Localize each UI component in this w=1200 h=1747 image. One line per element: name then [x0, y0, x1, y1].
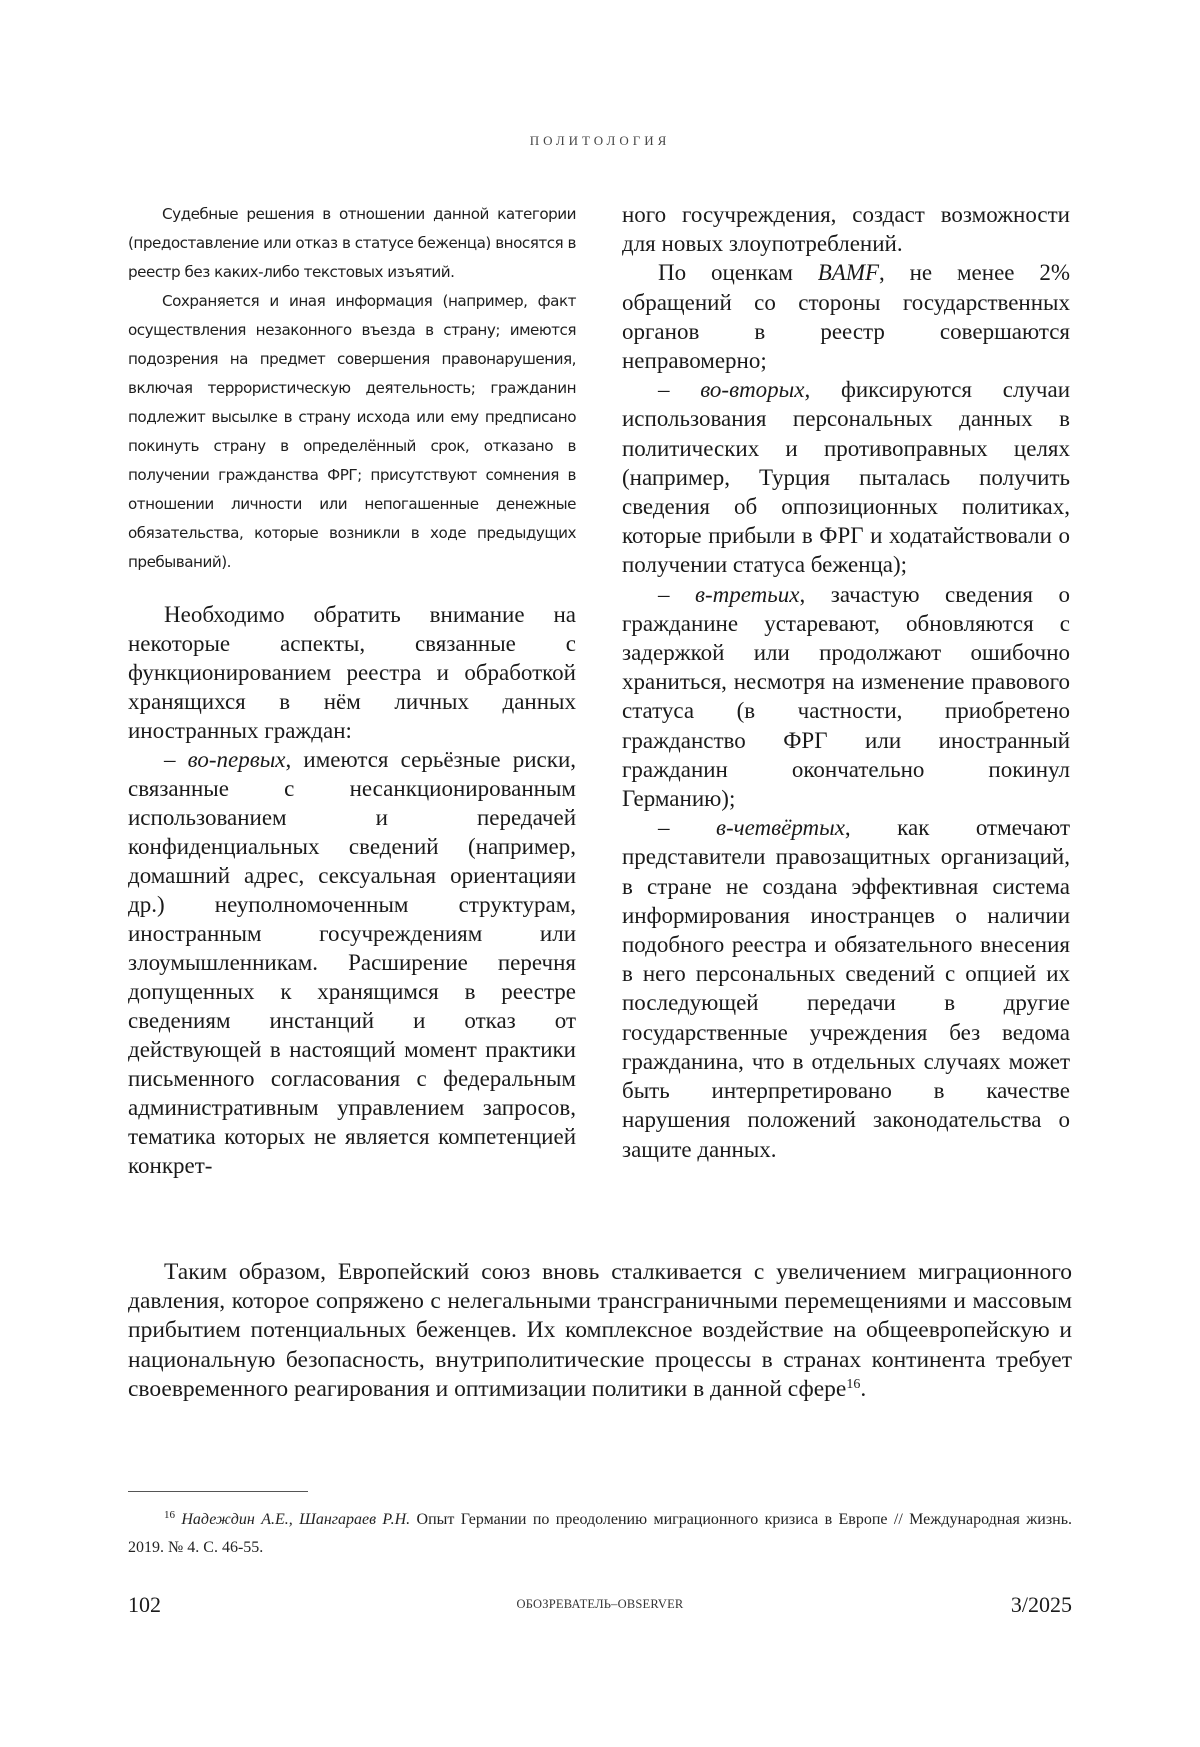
footnote-reference[interactable]: 16 [846, 1376, 861, 1392]
emphasis: во-первых [187, 747, 286, 772]
period: . [860, 1375, 867, 1402]
dash-marker: – [658, 377, 701, 403]
sidebar-note [128, 200, 576, 577]
point-second [622, 375, 1070, 579]
footnote-citation: Опыт Германии по преодолению миграционного кризиса в Европе // Международная жизнь. 2019. № 4. С. 46-55. [128, 1511, 1072, 1556]
dash-marker: – [658, 815, 716, 841]
footnote-authors: Надеждин А.Е., Шангараев Р.Н. [181, 1511, 411, 1528]
intro-paragraph: Необходимо обратить внимание на некоторые аспекты, связанные с функционированием реестра и обработкой хранящихся в нём личных данных иностранных граждан: [128, 602, 576, 743]
issue-number: 3/2025 [1010, 1592, 1072, 1617]
dash-marker: – [164, 747, 188, 772]
emphasis: BAMF [817, 260, 880, 286]
emphasis: в-четвёртых [716, 815, 845, 841]
point-text: , фиксируются случаи использования персональных данных в политических и противоправных целях (например, Турция пыталась получить сведения об оппозиционных политиках, которые прибыли в ФРГ и ходатайствовали о получении статуса беженца); [622, 377, 1071, 578]
text: , не менее 2% обращений со стороны государственных органов в реестр совершаются неправомерно; [622, 260, 1070, 374]
point-fourth [622, 813, 1070, 1163]
point-text: , как отмечают представители правозащитных организаций, в стране не создана эффективная система информирования иностранцев о наличии подобного реестра и обязательного внесения в него персональных сведений с опцией их последующей передачи в другие государственные учреждения без ведома гражданина, что в отдельных случаях может быть интерпретировано в качестве нарушения положений законодательства о защите данных. [622, 815, 1071, 1162]
sidebar-paragraph: Сохраняется и иная информация (например, факт осуществления незаконного въезда в страну; имеются подозрения на предмет совершения правонарушения, включая террористическую деятельность; гражданин подлежит высылке в страну исхода или ему предписано покинуть страну в определённый срок, отказано в получении гражданства ФРГ; присутствуют сомнения в отношении личности или непогашенные денежные обязательства, которые возникли в ходе предыдущих пребываний). [128, 292, 576, 571]
conclusion-paragraph [128, 1258, 1072, 1404]
continuation-paragraph: ного госучреждения, создаст возможности для новых злоупотреблений. [622, 202, 1070, 257]
point-third [622, 580, 1070, 814]
sidebar-paragraph: Судебные решения в отношении данной категории (предоставление или отказ в статусе беженца) вносятся в реестр без каких-либо текстовых изъятий. [128, 205, 576, 281]
journal-name: ОБОЗРЕВАТЕЛЬ–OBSERVER [516, 1597, 684, 1611]
text: По оценкам [658, 260, 818, 286]
footnote-divider [128, 1491, 308, 1492]
footnote [128, 1506, 1072, 1562]
bamf-paragraph [622, 258, 1070, 375]
footnote-entry [128, 1506, 1072, 1562]
point-first [128, 745, 576, 1180]
left-column [128, 600, 576, 1180]
footnote-number: 16 [164, 1509, 175, 1521]
dash-marker: – [658, 581, 696, 607]
emphasis: в-третьих [695, 581, 800, 607]
emphasis: во-вторых [700, 377, 805, 403]
point-text: , зачастую сведения о гражданине устаревают, обновляются с задержкой или продолжают ошибочно храниться, несмотря на изменение правового статуса (в частности, приобретено гражданство ФРГ или иностранный гражданин окончательно покинул Германию); [622, 581, 1070, 812]
right-column [622, 200, 1070, 1164]
conclusion-text: Таким образом, Европейский союз вновь сталкивается с увеличением миграционного давления, которое сопряжено с нелегальными трансграничными перемещениями и массовым прибытием потенциальных беженцев. Их комплексное воздействие на общеевропейскую и национальную безопасность, внутриполитические процессы в странах континента требует своевременного реагирования и оптимизации политики в данной сфере [128, 1259, 1072, 1402]
conclusion-text-block [128, 1258, 1072, 1404]
page-number: 102 [128, 1592, 161, 1617]
running-head: ПОЛИТОЛОГИЯ [529, 133, 671, 148]
point-text: , имеются серьёзные риски, связанные с несанкционированным использованием и передачей конфиденциальных сведений (например, домашний адрес, сексуальная ориентацияи др.) неуполномоченным структурам, иностранным госучреждениям или злоумышленникам. Расширение перечня допущенных к хранящимся в реестре сведениям инстанций и отказ от действующей в настоящий момент практики письменного согласования с федеральным административным управлением запросов, тематика которых не является компетенцией конкрет- [128, 747, 577, 1178]
